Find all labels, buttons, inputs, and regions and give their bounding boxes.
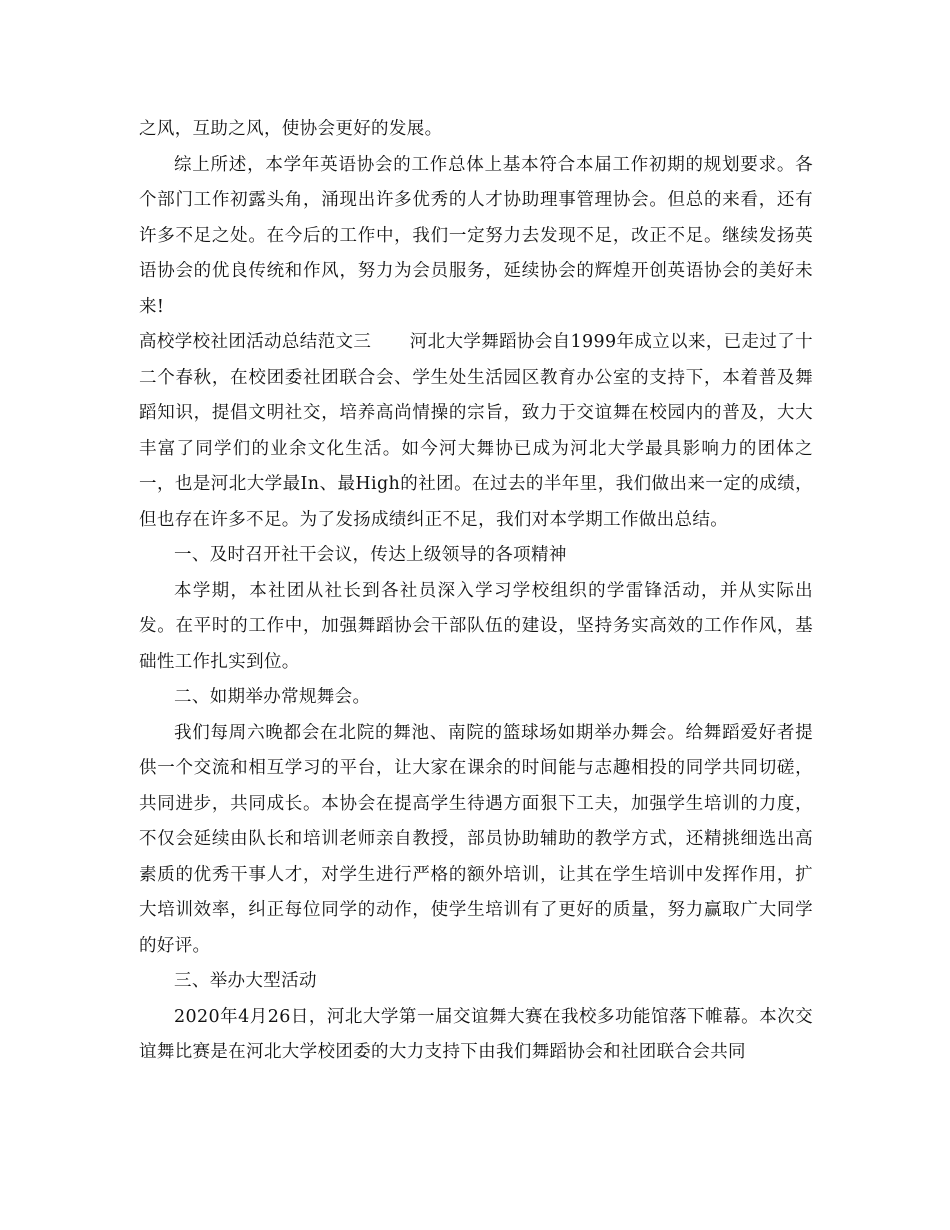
paragraph-3-text: 河北大学舞蹈协会自1999年成立以来，已走过了十二个春秋，在校团委社团联合会、学生处生活园区教育办公室的支持下，本着普及舞蹈知识，提倡文明社交，培养高尚情操的宗旨，致力于交谊舞在校园内的普及，大大丰富了同学们的业余文化生活。如今河大舞协已成为河北大学最具影响力的团体之一，也是河北大学最In、最High的社团。在过去的半年里，我们做出来一定的成绩，但也存在许多不足。为了发扬成绩纠正不足，我们对本学期工作做出总结。 — [139, 332, 813, 530]
document-body — [139, 112, 813, 1071]
heading-1: 一、及时召开社干会议，传达上级领导的各项精神 — [174, 545, 567, 565]
paragraph-7: 我们每周六晚都会在北院的舞池、南院的篮球场如期举办舞会。给舞蹈爱好者提供一个交流和相互学习的平台，让大家在课余的时间能与志趣相投的同学共同切磋，共同进步，共同成长。本协会在提高学生待遇方面狠下工夫，加强学生培训的力度，不仅会延续由队长和培训老师亲自教授，部员协助辅助的教学方式，还精挑细选出高素质的优秀干事人才，对学生进行严格的额外培训，让其在学生培训中发挥作用，扩大培训效率，纠正每位同学的动作，使学生培训有了更好的质量，努力赢取广大同学的好评。 — [139, 722, 813, 956]
paragraph-3 — [139, 325, 813, 538]
paragraph-5: 本学期，本社团从社长到各社员深入学习学校组织的学雷锋活动，并从实际出发。在平时的工作中，加强舞蹈协会干部队伍的建设，坚持务实高效的工作作风，基础性工作扎实到位。 — [139, 580, 813, 672]
paragraph-2: 综上所述，本学年英语协会的工作总体上基本符合本届工作初期的规划要求。各个部门工作初露头角，涌现出许多优秀的人才协助理事管理协会。但总的来看，还有许多不足之处。在今后的工作中，我们一定努力去发现不足，改正不足。继续发扬英语协会的优良传统和作风，努力为会员服务，延续协会的辉煌开创英语协会的美好未来! — [139, 154, 813, 317]
heading-2: 二、如期举办常规舞会。 — [174, 687, 371, 707]
heading-3: 三、举办大型活动 — [174, 971, 317, 991]
paragraph-1: 之风，互助之风，使协会更好的发展。 — [139, 119, 443, 139]
section-title: 高校学校社团活动总结范文三 — [139, 332, 372, 352]
paragraph-9: 2020年4月26日，河北大学第一届交谊舞大赛在我校多功能馆落下帷幕。本次交谊舞比赛是在河北大学校团委的大力支持下由我们舞蹈协会和社团联合会共同 — [139, 1006, 813, 1062]
